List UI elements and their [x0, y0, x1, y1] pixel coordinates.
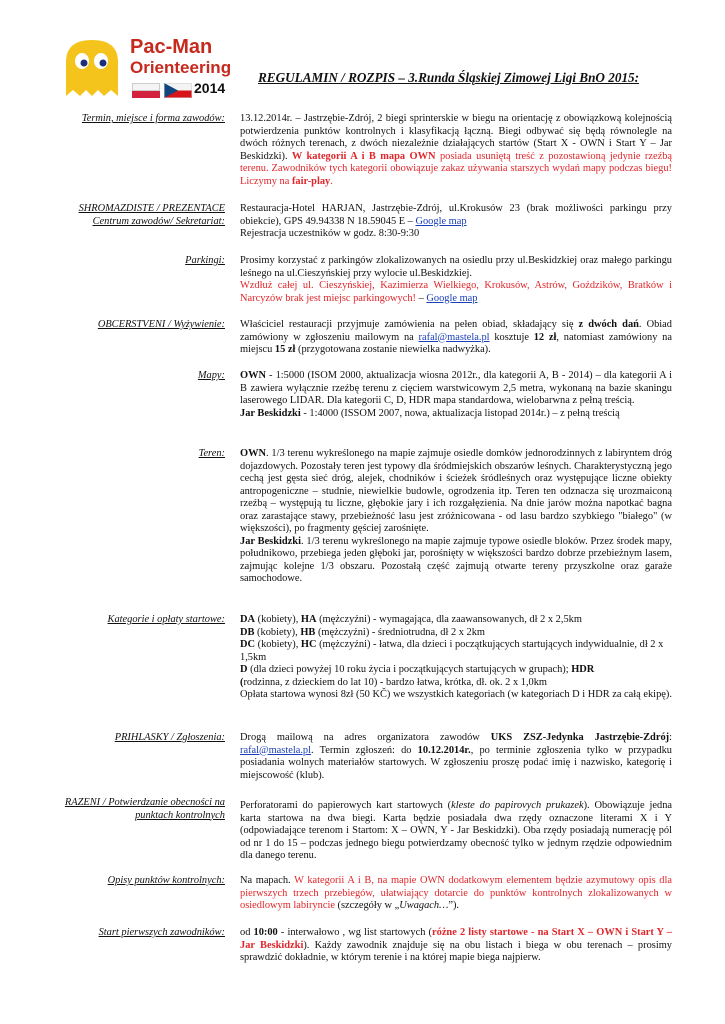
- pacman-ghost-icon: [60, 36, 130, 100]
- label-razeni: RAZENI / Potwierdzanie obecności na punktach kontrolnych: [64, 797, 225, 821]
- label-mapy: Mapy:: [197, 370, 225, 381]
- google-map-link[interactable]: Google map: [415, 215, 467, 227]
- logo: [60, 36, 235, 100]
- value-razeni: Perforatorami do papierowych kart startowych (kleste do papirovych prukazek). Obowiązuje jedna karta startowa na dwa biegi. Karta będzie posiadała dwa rzędy oznaczone literami X i Y (odpowiadające terenom i Startom: X – OWN, Y - Jar Beskidzki). Oba rzędy posiadają numerację pól od nr 1 do 15 – podczas jednego biegu potwierdzamy obecność tylko w jednym rzędzie odpowiednim dla danego terenu.: [240, 800, 672, 861]
- label-prihlasky: PRIHLASKY / Zgłoszenia:: [114, 732, 225, 743]
- label-teren: Teren:: [198, 448, 225, 459]
- value-parkingi: Prosimy korzystać z parkingów zlokalizowanych na osiedlu przy ul.Beskidzkiej oraz małego parkingu leśnego na ul.Cieszyńskiej przy wylocie ul.Beskidzkiej. Wzdłuż całej ul. Cieszyńskiej, Kazimierza Wielkiego, Krokusów, Astrów, Goździków, Bratków i Narcyzów brak jest miejsc parkingowych! – Google map: [240, 255, 672, 304]
- value-termin: 13.12.2014r. – Jastrzębie-Zdrój, 2 biegi sprinterskie w biegu na orientację z obowiązkową kolejnością potwierdzenia punktów kontrolnych i klasyfikacją łączną. Biegi odbywać się będą równolegle na dwóch różnych terenach, z dwóch niezależnie działających startów (Start X - OWN i Start Y – Jar Beskidzki). W kategorii A i B mapa OWN posiada usuniętą treść z pozostawioną jedynie rzeźbą terenu. Zawodników tych kategorii obowiązuje zakaz używania starszych wydań mapy podczas biegu! Liczymy na fair-play.: [240, 113, 672, 187]
- value-shromazdiste: Restauracja-Hotel HARJAN, Jastrzębie-Zdrój, ul.Krokusów 23 (brak możliwości parkingu przy obiekcie), GPS 49.94338 N 18.59045 E – Google map Rejestracja uczestników w godz. 8:30-9:30: [240, 203, 672, 239]
- logo-title-line2: Orienteering: [130, 58, 232, 77]
- value-prihlasky: Drogą mailową na adres organizatora zawodów UKS ZSZ-Jedynka Jastrzębie-Zdrój: rafal@mastela.pl. Termin zgłoszeń: do 10.12.2014r., po terminie zgłoszenia tylko w przypadku posiadania wolnych materiałów startowych. W zgłoszeniu proszę podać imię i nazwisko, kategorię i miejscowość (klub).: [240, 732, 672, 781]
- label-kategorie: Kategorie i opłaty startowe:: [107, 614, 225, 625]
- logo-title-line1: Pac-Man: [130, 36, 213, 58]
- logo-year: 2014: [194, 80, 226, 96]
- label-start: Start pierwszych zawodników:: [98, 927, 225, 938]
- label-shromazdiste: SHROMAZDISTE / PREZENTACE Centrum zawodów/ Sekretariat:: [78, 203, 225, 227]
- label-obcerstveni: OBCERSTVENI / Wyżywienie:: [97, 319, 225, 330]
- label-opisy: Opisy punktów kontrolnych:: [107, 875, 225, 886]
- value-kategorie: DA (kobiety), HA (mężczyźni) - wymagająca, dla zaawansowanych, dł 2 x 2,5km DB (kobiety), HB (mężczyźni) - średniotrudna, dł 2 x 2km DC (kobiety), HC (mężczyźni) - łatwa, dla dzieci i początkujących startujących indywidualnie, dł 2 x 1,5km D (dla dzieci powyżej 10 roku życia i początkujących startujących w grupach); HDR (rodzinna, z dzieckiem do lat 10) - bardzo łatwa, krótka, dł. ok. 2 x 1,0km Opłata startowa wynosi 8zł (50 KČ) we wszystkich kategoriach (w kategoriach D i HDR za całą ekipę).: [240, 614, 672, 700]
- page-title: REGULAMIN / ROZPIS – 3.Runda Śląskiej Zimowej Ligi BnO 2015:: [258, 70, 640, 85]
- label-termin: Termin, miejsce i forma zawodów:: [81, 113, 225, 124]
- value-start: od 10:00 - interwałowo , wg list startowych (różne 2 listy startowe - na Start X – OWN i Start Y – Jar Beskidzki). Każdy zawodnik znajduje się na obu listach i biega w obu terenach – prosimy sprawdzić dokładnie, w którym terenie i na której mapie biega najpierw.: [240, 927, 672, 963]
- email-link[interactable]: rafal@mastela.pl: [418, 331, 490, 343]
- poland-flag-icon: [132, 83, 160, 98]
- label-parkingi: Parkingi:: [185, 255, 225, 266]
- email-link-2[interactable]: rafal@mastela.pl: [240, 744, 312, 756]
- value-obcerstveni: Właściciel restauracji przyjmuje zamówienia na pełen obiad, składający się z dwóch dań. Obiad zamówiony w zgłoszeniu mailowym na rafal@mastela.pl kosztuje 12 zł, natomiast zamówiony na miejscu 15 zł (przygotowana zostanie niewielka nadwyżka).: [240, 319, 672, 355]
- value-mapy: OWN - 1:5000 (ISOM 2000, aktualizacja wiosna 2012r., dla kategorii A, B - 2014) – dla kategorii A i B zawiera wyłącznie rzeźbę terenu z cięciem warstwicowym 2,5 metra, wykonaną na bazie skaningu laserowego LIDAR. Dla kategorii C, D, HDR mapa standardowa, wielobarwna z pełną treścią. Jar Beskidzki - 1:4000 (ISSOM 2007, nowa, aktualizacja listopad 2014r.) – z pełną treścią: [240, 370, 672, 419]
- value-opisy: Na mapach. W kategorii A i B, na mapie OWN dodatkowym elementem będzie azymutowy opis dla pierwszych trzech przebiegów, ułatwiający dotarcie do punktów kontrolnych zlokalizowanych w osiedlowym labiryncie (szczegóły w „Uwagach…”).: [240, 875, 673, 911]
- czech-flag-icon: [164, 83, 192, 98]
- google-map-link-2[interactable]: Google map: [426, 292, 478, 304]
- value-teren: OWN. 1/3 terenu wykreślonego na mapie zajmuje osiedle domków jednorodzinnych z labiryntem dróg dojazdowych. Pozostały teren jest typowy dla śródmiejskich obszarów leśnych. Charakterystyczną jego cechą jest gęsta sieć dróg, alejek, chodników i ścieżek śródleśnych oraz występujące liczne obiekty antropogeniczne – studnie, niewielkie budowle, ogrodzenia itp. Teren ten odznacza się urozmaiconą rzeźbą – występują tu liczne, głębokie jary i ich rozgałęzienia. Na dnie jarów można napotkać bagna oraz zarastające stawy, przebieżność lasu jest zróżnicowana - od lasu bardzo szybkiego "białego" (w większości), po fragmenty gęściej zarośnięte. Jar Beskidzki. 1/3 terenu wykreślonego na mapie zajmuje typowe osiedle bloków. Przez środek mapy, południkowo, przebiega jeden głęboki jar, porośnięty w większości bardzo dobrze przebieżnym lasem, zajmując kolejne 1/3 obszaru. Pozostałą część zajmują otwarte tereny przyszkolne oraz garaże samochodowe.: [240, 448, 672, 584]
